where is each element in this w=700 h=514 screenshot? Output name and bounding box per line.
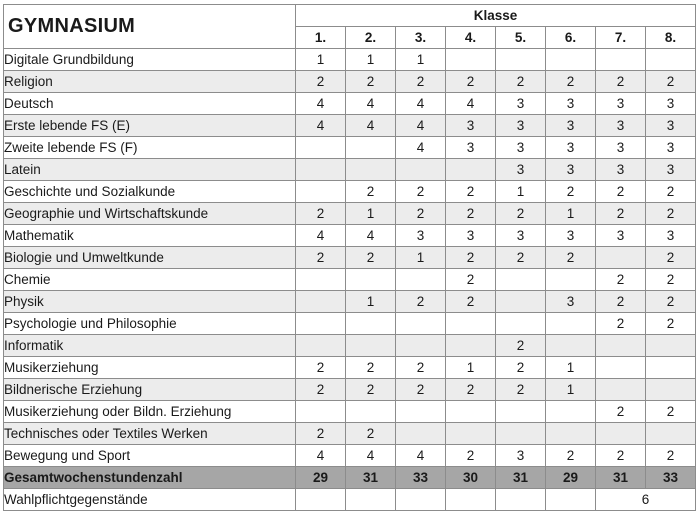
hours-cell: [596, 379, 646, 401]
table-row: [4, 115, 696, 137]
hours-cell: [296, 401, 346, 423]
hours-cell: 1: [396, 247, 446, 269]
table-row: [4, 137, 696, 159]
table-row: [4, 357, 696, 379]
empty-cell: [296, 489, 346, 511]
hours-cell: [396, 269, 446, 291]
subject-cell: Erste lebende FS (E): [4, 115, 296, 137]
header-row-klasse: [4, 5, 696, 27]
total-hours-cell: 31: [596, 467, 646, 489]
hours-cell: 4: [296, 93, 346, 115]
grade-header: 7.: [596, 27, 646, 49]
hours-cell: [496, 49, 546, 71]
hours-cell: [446, 401, 496, 423]
hours-cell: 3: [496, 159, 546, 181]
hours-cell: 2: [496, 379, 546, 401]
hours-cell: 3: [646, 159, 696, 181]
hours-cell: [446, 159, 496, 181]
subject-cell: Mathematik: [4, 225, 296, 247]
hours-cell: 2: [646, 401, 696, 423]
hours-cell: [546, 269, 596, 291]
table-body: [4, 49, 696, 511]
hours-cell: [446, 335, 496, 357]
hours-cell: 1: [496, 181, 546, 203]
hours-cell: 2: [596, 269, 646, 291]
hours-cell: 3: [596, 225, 646, 247]
hours-cell: 2: [296, 247, 346, 269]
hours-cell: 4: [296, 115, 346, 137]
hours-cell: [596, 423, 646, 445]
grade-header: 3.: [396, 27, 446, 49]
hours-cell: [546, 423, 596, 445]
hours-cell: 3: [596, 159, 646, 181]
hours-cell: 1: [346, 49, 396, 71]
hours-cell: 2: [396, 291, 446, 313]
hours-cell: 4: [346, 93, 396, 115]
hours-cell: 3: [496, 445, 546, 467]
hours-cell: 2: [496, 357, 546, 379]
hours-cell: 2: [296, 71, 346, 93]
subject-cell: Musikerziehung oder Bildn. Erziehung: [4, 401, 296, 423]
hours-cell: [646, 335, 696, 357]
hours-cell: 2: [546, 247, 596, 269]
elective-hours-cell: 6: [596, 489, 696, 511]
hours-cell: 3: [546, 93, 596, 115]
hours-cell: [296, 137, 346, 159]
hours-cell: 2: [446, 203, 496, 225]
hours-cell: [546, 49, 596, 71]
hours-cell: 1: [296, 49, 346, 71]
hours-cell: 2: [296, 423, 346, 445]
empty-cell: [346, 489, 396, 511]
table-row: [4, 269, 696, 291]
hours-cell: 2: [546, 445, 596, 467]
hours-cell: 3: [646, 115, 696, 137]
table-row: [4, 71, 696, 93]
hours-cell: 2: [646, 71, 696, 93]
empty-cell: [496, 489, 546, 511]
hours-cell: 2: [346, 379, 396, 401]
grade-header: 6.: [546, 27, 596, 49]
hours-cell: 3: [446, 115, 496, 137]
hours-cell: 2: [496, 335, 546, 357]
total-hours-cell: 30: [446, 467, 496, 489]
total-label: Gesamtwochenstundenzahl: [4, 467, 296, 489]
table-row: [4, 379, 696, 401]
hours-cell: [396, 423, 446, 445]
hours-cell: 2: [546, 181, 596, 203]
hours-cell: 1: [546, 203, 596, 225]
subject-cell: Informatik: [4, 335, 296, 357]
hours-cell: 3: [546, 225, 596, 247]
hours-cell: 2: [646, 181, 696, 203]
hours-cell: 4: [346, 225, 396, 247]
hours-cell: 2: [496, 203, 546, 225]
hours-cell: [446, 423, 496, 445]
hours-cell: [296, 269, 346, 291]
hours-cell: 2: [346, 247, 396, 269]
subject-cell: Bewegung und Sport: [4, 445, 296, 467]
hours-cell: [296, 335, 346, 357]
table-row: [4, 225, 696, 247]
hours-cell: [646, 357, 696, 379]
hours-cell: 3: [646, 225, 696, 247]
hours-cell: 3: [596, 93, 646, 115]
table-row: [4, 313, 696, 335]
hours-cell: 2: [346, 181, 396, 203]
subject-cell: Geographie und Wirtschaftskunde: [4, 203, 296, 225]
hours-cell: 2: [646, 291, 696, 313]
total-hours-cell: 31: [346, 467, 396, 489]
empty-cell: [446, 489, 496, 511]
hours-cell: 3: [546, 137, 596, 159]
hours-cell: 3: [446, 225, 496, 247]
table-row: [4, 93, 696, 115]
hours-cell: 2: [646, 445, 696, 467]
hours-cell: [346, 137, 396, 159]
hours-cell: [646, 379, 696, 401]
hours-cell: 2: [296, 203, 346, 225]
klasse-label: Klasse: [296, 5, 696, 27]
hours-cell: [296, 313, 346, 335]
total-hours-cell: 29: [546, 467, 596, 489]
hours-cell: 2: [596, 71, 646, 93]
hours-cell: 2: [296, 357, 346, 379]
hours-cell: 2: [396, 71, 446, 93]
total-hours-cell: 31: [496, 467, 546, 489]
hours-cell: 2: [396, 379, 446, 401]
table-row: [4, 49, 696, 71]
hours-cell: 2: [596, 445, 646, 467]
hours-cell: 4: [396, 137, 446, 159]
hours-cell: [546, 313, 596, 335]
hours-cell: 3: [446, 137, 496, 159]
empty-cell: [396, 489, 446, 511]
hours-cell: 2: [596, 181, 646, 203]
subject-cell: Biologie und Umweltkunde: [4, 247, 296, 269]
hours-cell: [396, 313, 446, 335]
total-hours-cell: 33: [396, 467, 446, 489]
hours-cell: [596, 49, 646, 71]
hours-cell: 3: [596, 115, 646, 137]
grade-header: 2.: [346, 27, 396, 49]
hours-cell: 2: [546, 71, 596, 93]
hours-cell: [646, 49, 696, 71]
subject-cell: Zweite lebende FS (F): [4, 137, 296, 159]
total-hours-cell: 29: [296, 467, 346, 489]
hours-cell: 4: [446, 93, 496, 115]
hours-cell: 2: [296, 379, 346, 401]
hours-cell: 2: [646, 247, 696, 269]
hours-cell: [596, 247, 646, 269]
hours-cell: 2: [346, 71, 396, 93]
table-row: [4, 159, 696, 181]
hours-cell: 1: [396, 49, 446, 71]
hours-cell: 2: [396, 181, 446, 203]
subject-cell: Bildnerische Erziehung: [4, 379, 296, 401]
hours-cell: 2: [496, 71, 546, 93]
hours-cell: [296, 291, 346, 313]
hours-cell: 3: [496, 225, 546, 247]
hours-cell: [346, 313, 396, 335]
hours-cell: 2: [446, 269, 496, 291]
table-row: [4, 445, 696, 467]
subject-cell: Digitale Grundbildung: [4, 49, 296, 71]
total-hours-cell: 33: [646, 467, 696, 489]
hours-cell: 3: [646, 93, 696, 115]
hours-cell: 4: [296, 445, 346, 467]
elective-label: Wahlpflichtgegenstände: [4, 489, 296, 511]
grade-header: 5.: [496, 27, 546, 49]
hours-cell: 3: [496, 137, 546, 159]
hours-cell: [346, 269, 396, 291]
hours-cell: 4: [346, 445, 396, 467]
hours-cell: [496, 291, 546, 313]
hours-cell: 4: [346, 115, 396, 137]
hours-cell: 2: [596, 401, 646, 423]
hours-cell: [396, 159, 446, 181]
hours-cell: [396, 401, 446, 423]
subject-cell: Physik: [4, 291, 296, 313]
grade-header: 4.: [446, 27, 496, 49]
hours-cell: 1: [346, 203, 396, 225]
table-row: [4, 203, 696, 225]
subject-cell: Psychologie und Philosophie: [4, 313, 296, 335]
hours-cell: 3: [546, 291, 596, 313]
hours-cell: 2: [646, 313, 696, 335]
hours-cell: 2: [346, 357, 396, 379]
grade-header: 8.: [646, 27, 696, 49]
hours-cell: [596, 357, 646, 379]
hours-cell: 2: [496, 247, 546, 269]
empty-cell: [546, 489, 596, 511]
table-row: [4, 335, 696, 357]
hours-cell: 4: [396, 115, 446, 137]
hours-cell: [496, 423, 546, 445]
subject-cell: Technisches oder Textiles Werken: [4, 423, 296, 445]
hours-cell: [346, 401, 396, 423]
hours-cell: 2: [646, 203, 696, 225]
curriculum-table: [3, 4, 696, 511]
hours-cell: [296, 181, 346, 203]
hours-cell: [596, 335, 646, 357]
subject-cell: Deutsch: [4, 93, 296, 115]
hours-cell: 3: [646, 137, 696, 159]
hours-cell: 2: [596, 313, 646, 335]
hours-cell: [646, 423, 696, 445]
hours-cell: [496, 401, 546, 423]
hours-cell: 2: [446, 181, 496, 203]
hours-cell: 2: [596, 203, 646, 225]
hours-cell: [346, 159, 396, 181]
hours-cell: [546, 335, 596, 357]
grade-header: 1.: [296, 27, 346, 49]
subject-cell: Musikerziehung: [4, 357, 296, 379]
hours-cell: 3: [546, 159, 596, 181]
table-row: [4, 181, 696, 203]
elective-row: [4, 489, 696, 511]
hours-cell: [496, 313, 546, 335]
hours-cell: 3: [396, 225, 446, 247]
hours-cell: 2: [446, 247, 496, 269]
hours-cell: 4: [396, 93, 446, 115]
hours-cell: 2: [446, 291, 496, 313]
table-row: [4, 423, 696, 445]
hours-cell: 2: [646, 269, 696, 291]
table-title: GYMNASIUM: [4, 5, 296, 49]
hours-cell: [496, 269, 546, 291]
hours-cell: [346, 335, 396, 357]
table-row: [4, 291, 696, 313]
hours-cell: [546, 401, 596, 423]
hours-cell: [296, 159, 346, 181]
hours-cell: 2: [346, 423, 396, 445]
subject-cell: Geschichte und Sozialkunde: [4, 181, 296, 203]
hours-cell: 1: [546, 379, 596, 401]
hours-cell: 2: [446, 71, 496, 93]
hours-cell: 4: [296, 225, 346, 247]
hours-cell: 1: [546, 357, 596, 379]
hours-cell: 2: [396, 357, 446, 379]
hours-cell: 1: [346, 291, 396, 313]
total-row: [4, 467, 696, 489]
hours-cell: [446, 49, 496, 71]
table-row: [4, 247, 696, 269]
hours-cell: 3: [496, 93, 546, 115]
hours-cell: 4: [396, 445, 446, 467]
hours-cell: 2: [446, 379, 496, 401]
subject-cell: Religion: [4, 71, 296, 93]
hours-cell: 2: [396, 203, 446, 225]
hours-cell: [396, 335, 446, 357]
hours-cell: 3: [496, 115, 546, 137]
hours-cell: 2: [446, 445, 496, 467]
hours-cell: 2: [596, 291, 646, 313]
hours-cell: 3: [596, 137, 646, 159]
hours-cell: 3: [546, 115, 596, 137]
hours-cell: [446, 313, 496, 335]
table-row: [4, 401, 696, 423]
hours-cell: 1: [446, 357, 496, 379]
subject-cell: Chemie: [4, 269, 296, 291]
subject-cell: Latein: [4, 159, 296, 181]
